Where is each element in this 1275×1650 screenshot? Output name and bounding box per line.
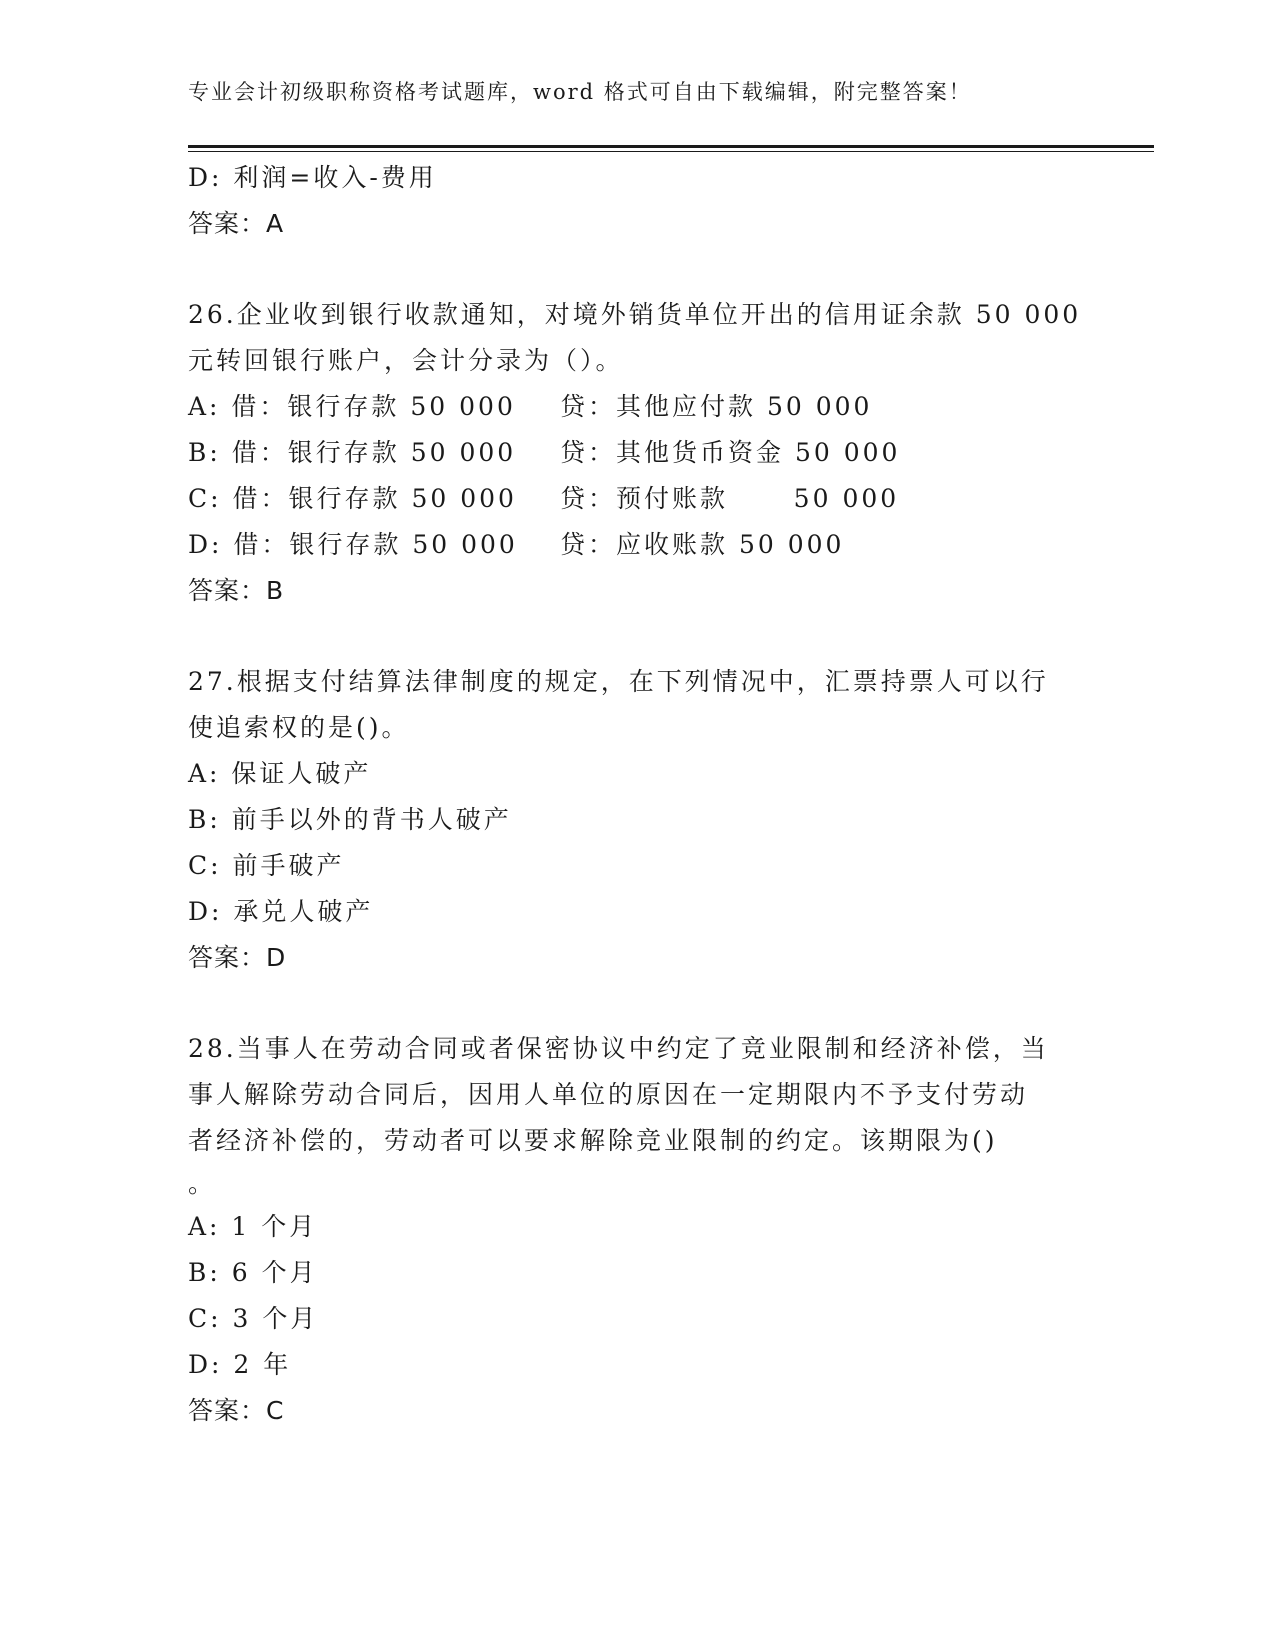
q26-stem-line-1: 26.企业收到银行收款通知，对境外销货单位开出的信用证余款 50 000 bbox=[188, 300, 1082, 329]
q27-answer: 答案：D bbox=[188, 943, 287, 972]
spacer bbox=[188, 247, 1088, 292]
q26-option-d bbox=[188, 522, 844, 568]
q26-option-c bbox=[188, 476, 899, 522]
q26-option-d-credit: 贷：应收账款 50 000 bbox=[560, 530, 845, 559]
q28-option-d: D: 2 年 bbox=[188, 1350, 292, 1379]
header-rule-thick bbox=[188, 145, 1154, 148]
q28-option-c: C: 3 个月 bbox=[188, 1304, 319, 1333]
q26-option-c-credit: 贷：预付账款 50 000 bbox=[560, 484, 900, 513]
q28-option-b: B: 6 个月 bbox=[188, 1258, 318, 1287]
spacer bbox=[188, 614, 1088, 659]
q26-answer: 答案：B bbox=[188, 576, 285, 605]
q27-option-b: B: 前手以外的背书人破产 bbox=[188, 805, 512, 834]
q27-stem-line-1: 27.根据支付结算法律制度的规定，在下列情况中，汇票持票人可以行 bbox=[188, 667, 1049, 696]
page-header: 专业会计初级职称资格考试题库，word 格式可自由下载编辑，附完整答案！ bbox=[188, 80, 972, 104]
q26-option-a-debit: A: 借：银行存款 50 000 bbox=[188, 392, 516, 421]
q25-answer: 答案：A bbox=[188, 209, 285, 238]
q28-stem-line-4: 。 bbox=[188, 1169, 214, 1198]
q26-stem-line-2: 元转回银行账户，会计分录为（）。 bbox=[188, 346, 624, 375]
q26-option-a bbox=[188, 384, 872, 430]
q28-stem-line-1: 28.当事人在劳动合同或者保密协议中约定了竞业限制和经济补偿，当 bbox=[188, 1034, 1049, 1063]
q27-option-c: C: 前手破产 bbox=[188, 851, 345, 880]
q27-option-a: A: 保证人破产 bbox=[188, 759, 372, 788]
q28-stem-line-3: 者经济补偿的，劳动者可以要求解除竞业限制的约定。该期限为() bbox=[188, 1126, 998, 1155]
q26-option-a-credit: 贷：其他应付款 50 000 bbox=[560, 392, 873, 421]
q28-stem-line-2: 事人解除劳动合同后，因用人单位的原因在一定期限内不予支付劳动 bbox=[188, 1080, 1029, 1109]
q25-option-d: D: 利润=收入-费用 bbox=[188, 163, 437, 192]
q28-option-a: A: 1 个月 bbox=[188, 1212, 318, 1241]
q27-stem-line-2: 使追索权的是()。 bbox=[188, 713, 410, 742]
q26-option-c-debit: C: 借：银行存款 50 000 bbox=[188, 484, 517, 513]
q28-answer: 答案：C bbox=[188, 1396, 285, 1425]
q26-option-d-debit: D: 借：银行存款 50 000 bbox=[188, 530, 518, 559]
header-rule-thin bbox=[188, 151, 1154, 152]
q27-option-d: D: 承兑人破产 bbox=[188, 897, 374, 926]
spacer bbox=[188, 981, 1088, 1026]
document-body bbox=[188, 155, 1088, 1434]
q26-option-b bbox=[188, 430, 900, 476]
q26-option-b-debit: B: 借：银行存款 50 000 bbox=[188, 438, 517, 467]
q26-option-b-credit: 贷：其他货币资金 50 000 bbox=[560, 438, 901, 467]
